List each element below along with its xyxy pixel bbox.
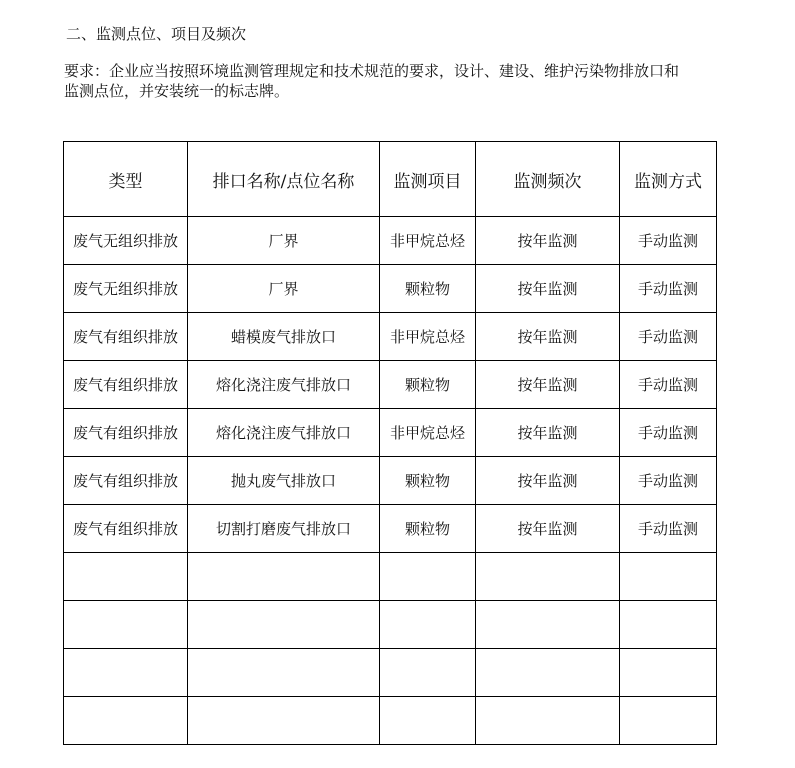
cell-type	[64, 649, 188, 697]
cell-outlet-name	[188, 601, 380, 649]
table-row	[64, 505, 717, 553]
cell-outlet-name: 熔化浇注废气排放口	[188, 409, 380, 457]
cell-item	[380, 697, 476, 745]
cell-method	[620, 697, 717, 745]
cell-method	[620, 601, 717, 649]
table-row	[64, 217, 717, 265]
cell-method: 手动监测	[620, 217, 717, 265]
cell-outlet-name: 抛丸废气排放口	[188, 457, 380, 505]
cell-outlet-name: 厂界	[188, 265, 380, 313]
table-row	[64, 409, 717, 457]
cell-method: 手动监测	[620, 505, 717, 553]
table-row	[64, 697, 717, 745]
cell-frequency: 按年监测	[476, 217, 620, 265]
cell-outlet-name: 厂界	[188, 217, 380, 265]
cell-item: 非甲烷总烃	[380, 409, 476, 457]
header-item: 监测项目	[380, 142, 476, 217]
cell-frequency	[476, 697, 620, 745]
table-header-row	[64, 142, 717, 217]
cell-method: 手动监测	[620, 457, 717, 505]
table-row	[64, 265, 717, 313]
table-row	[64, 361, 717, 409]
header-outlet-name: 排口名称/点位名称	[188, 142, 380, 217]
cell-outlet-name	[188, 697, 380, 745]
cell-method: 手动监测	[620, 265, 717, 313]
cell-item	[380, 601, 476, 649]
table-row	[64, 649, 717, 697]
cell-frequency: 按年监测	[476, 505, 620, 553]
monitoring-table	[63, 141, 717, 745]
requirement-line-1: 要求：企业应当按照环境监测管理规定和技术规范的要求，设计、建设、维护污染物排放口和	[64, 62, 680, 80]
cell-method: 手动监测	[620, 409, 717, 457]
requirement-line-2: 监测点位，并安装统一的标志牌。	[64, 82, 290, 100]
cell-type: 废气有组织排放	[64, 313, 188, 361]
table-row	[64, 457, 717, 505]
cell-method: 手动监测	[620, 361, 717, 409]
cell-type: 废气有组织排放	[64, 505, 188, 553]
cell-frequency: 按年监测	[476, 409, 620, 457]
cell-type	[64, 601, 188, 649]
header-type: 类型	[64, 142, 188, 217]
cell-item: 颗粒物	[380, 457, 476, 505]
cell-outlet-name: 熔化浇注废气排放口	[188, 361, 380, 409]
cell-outlet-name: 蜡模废气排放口	[188, 313, 380, 361]
cell-type: 废气无组织排放	[64, 265, 188, 313]
cell-type: 废气有组织排放	[64, 361, 188, 409]
cell-type	[64, 697, 188, 745]
cell-item: 非甲烷总烃	[380, 313, 476, 361]
requirement-paragraph	[64, 61, 724, 101]
cell-frequency	[476, 553, 620, 601]
cell-type	[64, 553, 188, 601]
cell-type: 废气有组织排放	[64, 409, 188, 457]
cell-frequency	[476, 649, 620, 697]
cell-frequency	[476, 601, 620, 649]
cell-frequency: 按年监测	[476, 313, 620, 361]
cell-type: 废气无组织排放	[64, 217, 188, 265]
table-body	[64, 217, 717, 745]
cell-method: 手动监测	[620, 313, 717, 361]
cell-frequency: 按年监测	[476, 457, 620, 505]
cell-frequency: 按年监测	[476, 361, 620, 409]
cell-item: 非甲烷总烃	[380, 217, 476, 265]
header-method: 监测方式	[620, 142, 717, 217]
cell-item: 颗粒物	[380, 265, 476, 313]
table-row	[64, 601, 717, 649]
table-row	[64, 553, 717, 601]
cell-outlet-name	[188, 649, 380, 697]
cell-frequency: 按年监测	[476, 265, 620, 313]
section-heading: 二、监测点位、项目及频次	[66, 25, 247, 43]
cell-type: 废气有组织排放	[64, 457, 188, 505]
cell-method	[620, 649, 717, 697]
cell-item	[380, 649, 476, 697]
cell-outlet-name: 切割打磨废气排放口	[188, 505, 380, 553]
header-frequency: 监测频次	[476, 142, 620, 217]
cell-item	[380, 553, 476, 601]
cell-item: 颗粒物	[380, 361, 476, 409]
cell-method	[620, 553, 717, 601]
cell-outlet-name	[188, 553, 380, 601]
table-row	[64, 313, 717, 361]
cell-item: 颗粒物	[380, 505, 476, 553]
